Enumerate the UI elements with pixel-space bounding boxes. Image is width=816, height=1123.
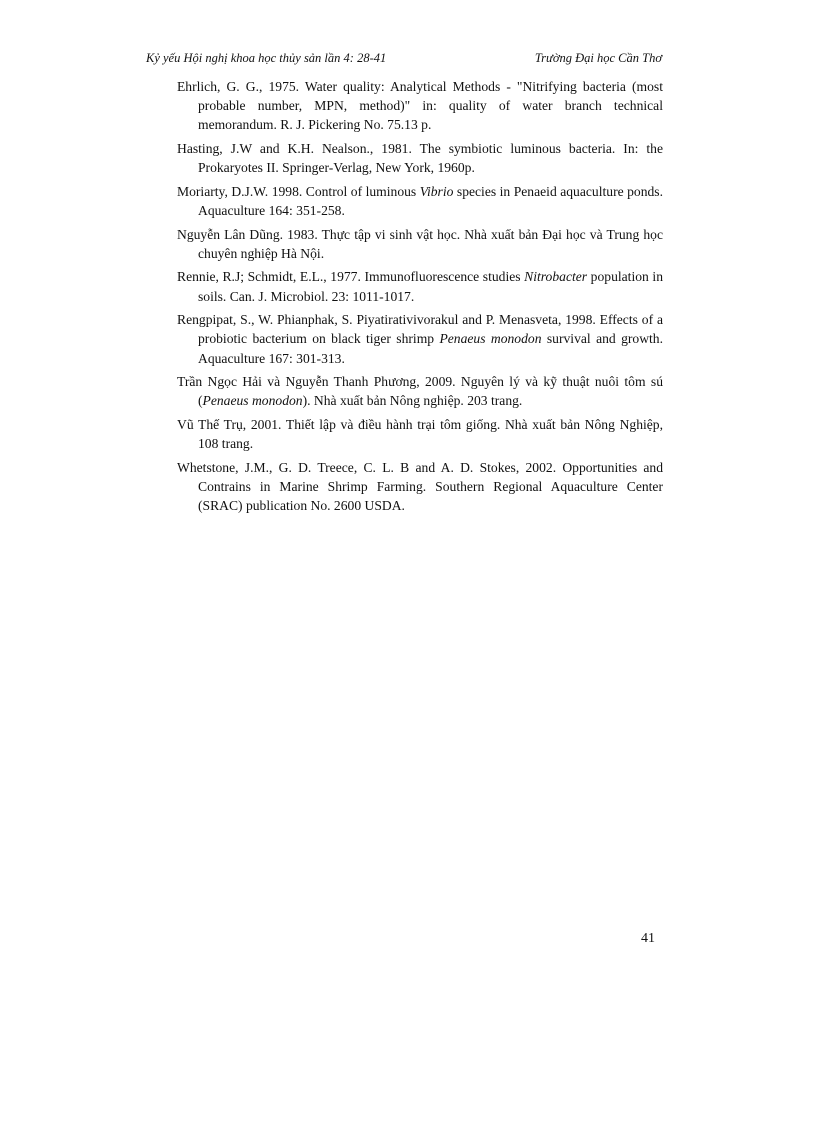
reference-item: Whetstone, J.M., G. D. Treece, C. L. B and A. D. Stokes, 2002. Opportunities and Contrains in Marine Shrimp Farming. Southern Regional Aquaculture Center (SRAC) publication No. 2600 USDA. bbox=[177, 459, 663, 514]
reference-item: Ehrlich, G. G., 1975. Water quality: Analytical Methods - "Nitrifying bacteria (most probable number, MPN, method)" in: quality of water branch technical memorandum. R. J. Pickering No. 75.13 p. bbox=[177, 79, 663, 133]
header-journal: Kỷ yếu Hội nghị khoa học thủy sản lần 4: 28-41 bbox=[146, 51, 387, 65]
reference-item: Rennie, R.J; Schmidt, E.L., 1977. Immunofluorescence studies Nitrobacter population in soils. Can. J. Microbiol. 23: 1011-1017. bbox=[177, 269, 663, 304]
reference-item: Hasting, J.W and K.H. Nealson., 1981. The symbiotic luminous bacteria. In: the Prokaryotes II. Springer-Verlag, New York, 1960p. bbox=[177, 141, 663, 176]
reference-item: Rengpipat, S., W. Phianphak, S. Piyatirativivorakul and P. Menasveta, 1998. Effects of a probiotic bacterium on black tiger shrimp Penaeus monodon survival and growth. Aquaculture 167: 301-313. bbox=[177, 312, 663, 366]
reference-item: Nguyễn Lân Dũng. 1983. Thực tập vi sinh vật học. Nhà xuất bản Đại học và Trung học chuyên nghiệp Hà Nội. bbox=[177, 226, 663, 261]
running-header bbox=[146, 51, 662, 66]
reference-item: Moriarty, D.J.W. 1998. Control of luminous Vibrio species in Penaeid aquaculture ponds. Aquaculture 164: 351-258. bbox=[177, 183, 663, 218]
reference-list bbox=[177, 77, 663, 520]
reference-item: Trần Ngọc Hải và Nguyễn Thanh Phương, 2009. Nguyên lý và kỹ thuật nuôi tôm sú (Penaeus monodon). Nhà xuất bản Nông nghiệp. 203 trang. bbox=[177, 374, 663, 409]
reference-item: Vũ Thế Trụ, 2001. Thiết lập và điều hành trại tôm giống. Nhà xuất bản Nông Nghiệp, 108 trang. bbox=[177, 416, 663, 452]
page-number: 41 bbox=[641, 931, 655, 946]
header-institution: Trường Đại học Cần Thơ bbox=[534, 51, 662, 65]
